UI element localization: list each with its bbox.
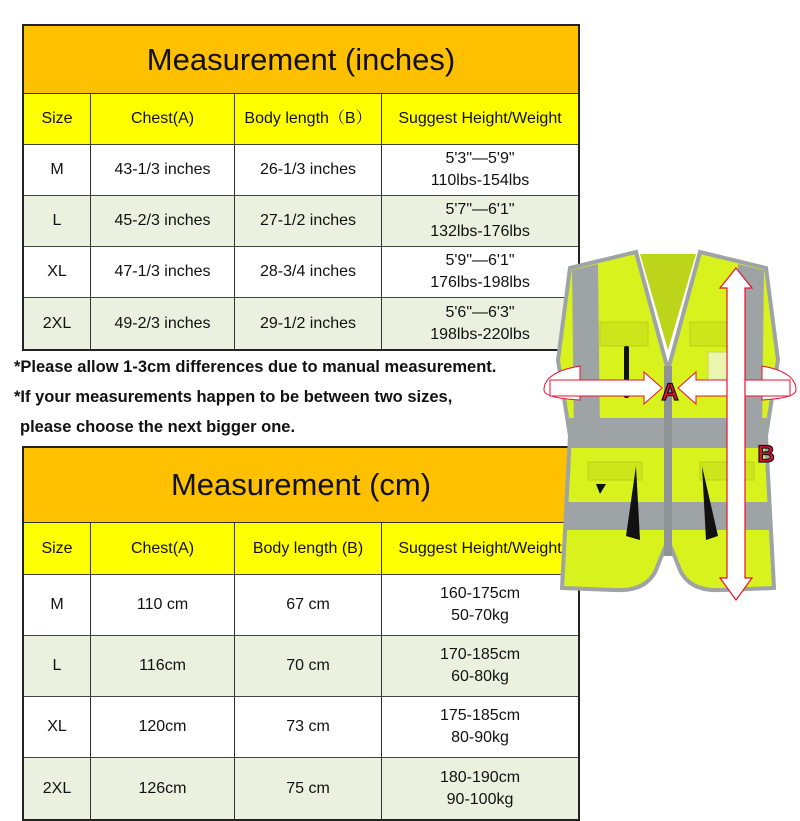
size-cell: XL (24, 697, 91, 757)
size-cell: L (24, 636, 91, 696)
cm-table-title: Measurement (cm) (24, 448, 578, 523)
height-range: 5'7"—6'1" (445, 201, 515, 218)
body-cell: 67 cm (235, 575, 382, 635)
inch-table-title: Measurement (inches) (24, 26, 578, 94)
length-label-b: B (757, 441, 775, 468)
weight-range: 132lbs-176lbs (430, 223, 530, 240)
note-choose-bigger: please choose the next bigger one. (20, 418, 296, 436)
height-range: 175-185cm (439, 707, 521, 724)
weight-range: 50-70kg (451, 607, 509, 624)
table-row (24, 247, 578, 298)
chest-cell: 120cm (91, 697, 235, 757)
header-size: Size (24, 523, 91, 574)
header-chest: Chest(A) (91, 523, 235, 574)
header-body-length: Body length (B) (235, 523, 382, 574)
body-cell: 27-1/2 inches (235, 196, 382, 246)
weight-range: 80-90kg (451, 729, 509, 746)
body-cell: 73 cm (235, 697, 382, 757)
suggest-cell (382, 636, 578, 696)
safety-vest-image (540, 240, 800, 610)
cm-size-table (22, 446, 580, 821)
suggest-cell (382, 196, 578, 246)
inch-table-header-row (24, 94, 578, 145)
table-row (24, 298, 578, 349)
body-cell: 29-1/2 inches (235, 298, 382, 349)
weight-range: 60-80kg (451, 668, 509, 685)
table-row (24, 575, 578, 636)
note-tolerance: *Please allow 1-3cm differences due to manual measurement. (14, 358, 497, 376)
table-row (24, 196, 578, 247)
header-body-length: Body length（B） (235, 94, 382, 144)
height-range: 5'9"—6'1" (445, 252, 515, 269)
body-cell: 28-3/4 inches (235, 247, 382, 297)
cm-table-header-row (24, 523, 578, 575)
size-cell: 2XL (24, 298, 91, 349)
size-cell: M (24, 145, 91, 195)
size-cell: L (24, 196, 91, 246)
body-cell: 26-1/3 inches (235, 145, 382, 195)
chest-cell: 110 cm (91, 575, 235, 635)
size-cell: M (24, 575, 91, 635)
weight-range: 110lbs-154lbs (430, 172, 530, 189)
suggest-cell (382, 758, 578, 819)
header-size: Size (24, 94, 91, 144)
chest-cell: 47-1/3 inches (91, 247, 235, 297)
chest-cell: 49-2/3 inches (91, 298, 235, 349)
header-suggest: Suggest Height/Weight (398, 539, 562, 557)
chest-cell: 45-2/3 inches (91, 196, 235, 246)
chest-cell: 126cm (91, 758, 235, 819)
measurement-notes (14, 352, 496, 442)
table-row (24, 697, 578, 758)
size-cell: 2XL (24, 758, 91, 819)
size-cell: XL (24, 247, 91, 297)
body-cell: 70 cm (235, 636, 382, 696)
weight-range: 176lbs-198lbs (430, 274, 530, 291)
suggest-cell (382, 145, 578, 195)
table-row (24, 145, 578, 196)
weight-range: 90-100kg (446, 790, 514, 808)
weight-range: 198lbs-220lbs (430, 325, 530, 343)
note-between-sizes: *If your measurements happen to be between two sizes, (14, 388, 453, 406)
suggest-cell (382, 697, 578, 757)
chest-cell: 116cm (91, 636, 235, 696)
height-range: 5'3"—5'9" (445, 150, 515, 167)
height-range: 170-185cm (439, 646, 521, 663)
inch-size-table (22, 24, 580, 351)
table-row (24, 758, 578, 819)
table-row (24, 636, 578, 697)
height-range: 180-190cm (439, 768, 521, 786)
height-range: 160-175cm (439, 585, 521, 602)
chest-cell: 43-1/3 inches (91, 145, 235, 195)
body-cell: 75 cm (235, 758, 382, 819)
header-suggest: Suggest Height/Weight (398, 110, 562, 127)
header-chest: Chest(A) (91, 94, 235, 144)
height-range: 5'6"—6'3" (445, 303, 515, 321)
chest-label-a: A (661, 379, 679, 406)
